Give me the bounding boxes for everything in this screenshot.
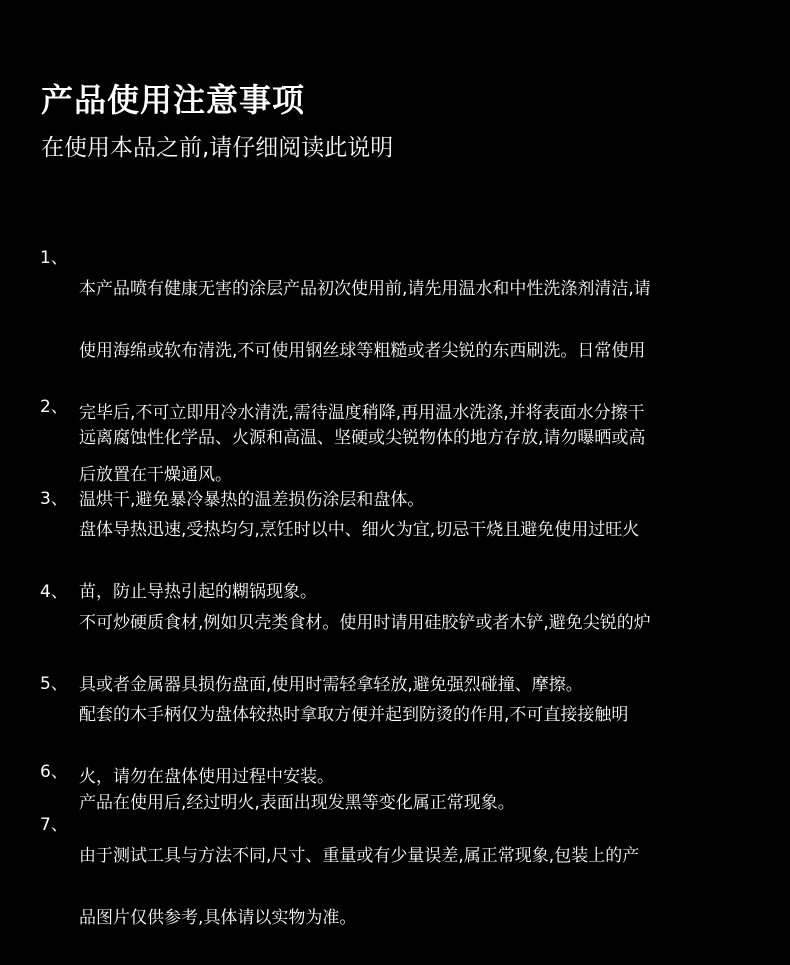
- notice-line: 使用海绵或软布清洗,不可使用钢丝球等粗糙或者尖锐的东西刷洗。日常使用: [79, 341, 646, 361]
- page-subtitle: 在使用本品之前,请仔细阅读此说明: [41, 135, 394, 161]
- notice-line: 后放置在干燥通风。: [79, 465, 232, 485]
- notice-line: 远离腐蚀性化学品、火源和高温、坚硬或尖锐物体的地方存放,请勿曝晒或高: [79, 428, 646, 448]
- notice-number: 1、: [40, 248, 68, 268]
- notice-line: 品图片仅供参考,具体请以实物为准。: [79, 908, 357, 928]
- notice-text: [79, 810, 757, 965]
- notice-number: 2、: [40, 397, 68, 417]
- notice-line: 火，请勿在盘体使用过程中安装。: [79, 767, 334, 787]
- notice-number: 5、: [40, 674, 68, 694]
- notice-line: 完毕后,不可立即用冷水清洗,需待温度稍降,再用温水洗涤,并将表面水分擦干: [79, 403, 645, 423]
- notice-number: 6、: [40, 762, 68, 782]
- page-title: 产品使用注意事项: [41, 81, 306, 119]
- notice-line: 盘体导热迅速,受热均匀,烹饪时以中、细火为宜,切忌干烧且避免使用过旺火: [79, 520, 640, 540]
- notice-line: 温烘干,避免暴冷暴热的温差损伤涂层和盘体。: [79, 490, 425, 510]
- notice-number: 7、: [40, 815, 68, 835]
- notice-line: 由于测试工具与方法不同,尺寸、重量或有少量误差,属正常现象,包装上的产: [79, 846, 640, 866]
- notice-line: 产品在使用后,经过明火,表面出现发黑等变化属正常现象。: [79, 793, 515, 813]
- notice-line: 配套的木手柄仅为盘体较热时拿取方便并起到防烫的作用,不可直接接触明: [79, 705, 629, 725]
- notice-number: 3、: [40, 489, 68, 509]
- notice-line: 苗，防止导热引起的糊锅现象。: [79, 582, 317, 602]
- notice-line: 不可炒硬质食材,例如贝壳类食材。使用时请用硅胶铲或者木铲,避免尖锐的炉: [79, 613, 651, 633]
- notice-line: 具或者金属器具损伤盘面,使用时需轻拿轻放,避免强烈碰撞、摩擦。: [79, 675, 583, 695]
- notice-number: 4、: [40, 582, 68, 602]
- notice-line: 本产品喷有健康无害的涂层产品初次使用前,请先用温水和中性洗涤剂清洁,请: [79, 279, 651, 299]
